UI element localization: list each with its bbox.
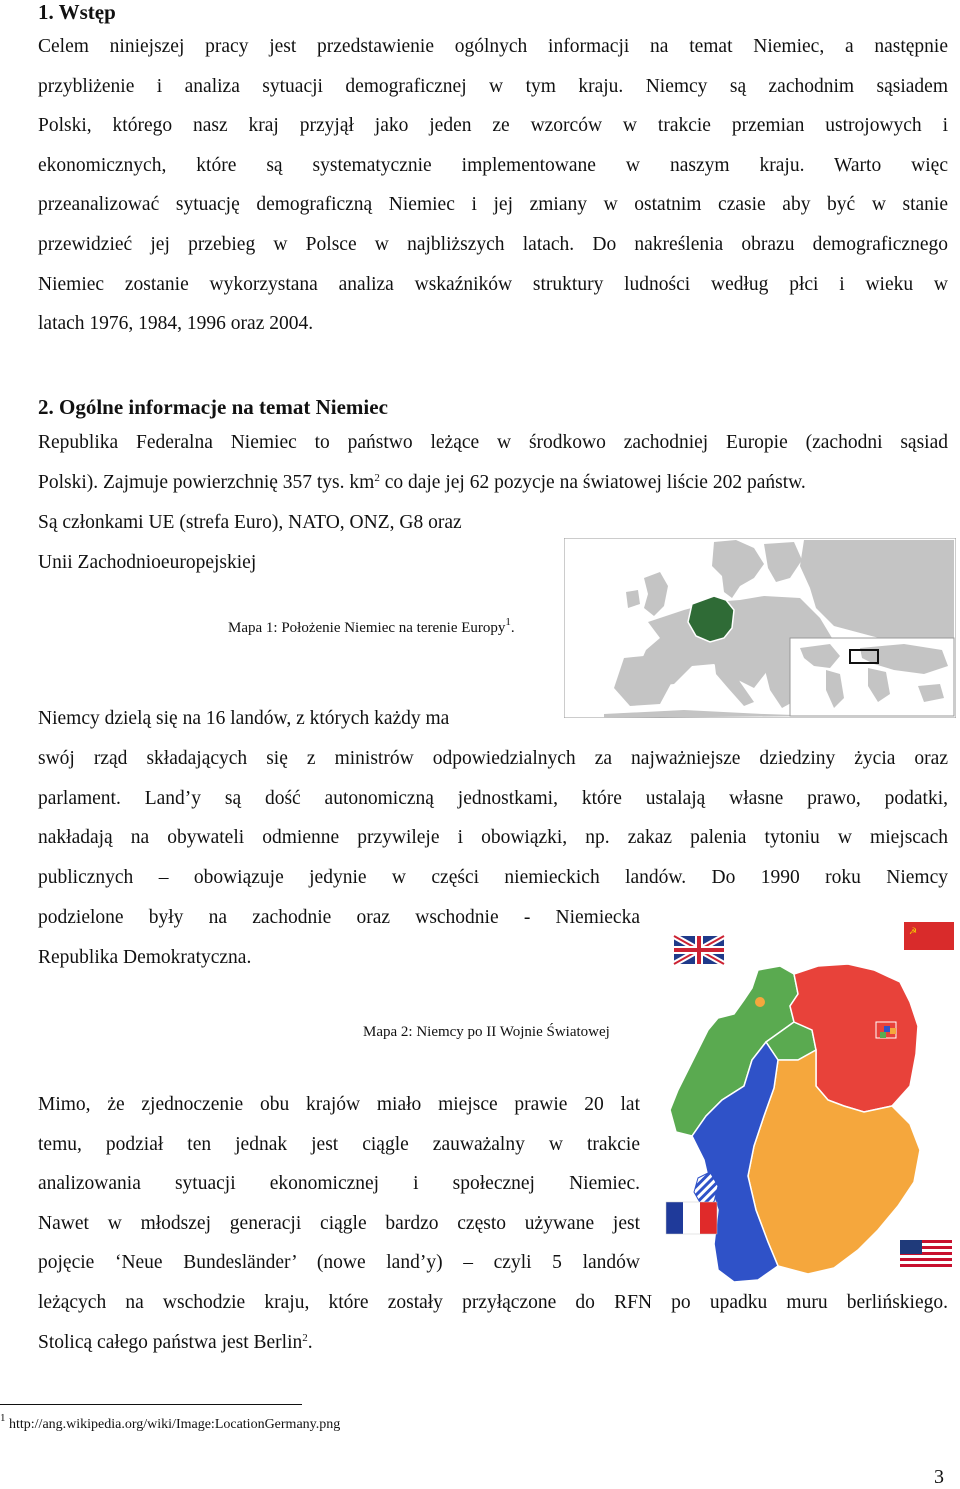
map1-caption: [228, 616, 515, 637]
text-line: przybliżenie i analiza sytuacji demograficznej w tym kraju. Niemcy są zachodnim sąsiadem: [38, 75, 948, 97]
landy-paragraph: [38, 739, 948, 897]
text-line: Unii Zachodnioeuropejskiej: [38, 551, 257, 573]
reunification-paragraph: [38, 1085, 640, 1283]
text-line: leżących na wschodzie kraju, które zostały przyłączone do RFN po upadku muru berlińskiego.: [38, 1292, 948, 1313]
footnote-text: http://ang.wikipedia.org/wiki/Image:LocationGermany.png: [5, 1417, 341, 1432]
section-heading-1: 1. Wstęp: [38, 0, 116, 24]
text-line: publicznych – obowiązuje jedynie w części niemieckich landów. Do 1990 roku Niemcy: [38, 866, 948, 888]
text-fragment: Stolicą całego państwa jest Berlin: [38, 1331, 303, 1353]
text-fragment: .: [307, 1331, 313, 1353]
europe-map-image: [564, 538, 956, 718]
text-fragment: Polski). Zajmuje powierzchnię 357 tys. km: [38, 471, 375, 493]
footnote-separator: [0, 1404, 302, 1405]
france-flag-icon: [666, 1202, 717, 1234]
text-line: podzielone były na zachodnie oraz wschodnie - Niemiecka: [38, 907, 640, 928]
text-line: Republika Federalna Niemiec to państwo leżące w środkowo zachodniej Europie (zachodni sąsiad: [38, 432, 948, 453]
landy-paragraph-start: [38, 699, 558, 739]
page-number: 3: [934, 1466, 944, 1488]
text-line: temu, podział ten jednak jest ciągle zauważalny w trakcie: [38, 1133, 640, 1155]
intro-paragraph: [38, 27, 948, 344]
footnote-ref: 1: [505, 616, 511, 628]
footnote-marker: 1: [0, 1412, 6, 1424]
text-line: ekonomicznych, które są systematycznie implementowane w naszym kraju. Warto więc: [38, 154, 948, 176]
text-line: parlament. Land’y są dość autonomiczną jednostkami, które ustalają własne prawo, podatki,: [38, 787, 948, 809]
text-line: Republika Demokratyczna.: [38, 946, 252, 968]
footnote: [0, 1412, 341, 1433]
section-heading-2: 2. Ogólne informacje na temat Niemiec: [38, 395, 388, 419]
map-occupation-zones: [648, 910, 958, 1310]
general-info-paragraph: [38, 423, 948, 502]
text-line: Nawet w młodszej generacji ciągle bardzo często używane jest: [38, 1212, 640, 1234]
uk-flag-icon: [674, 936, 724, 964]
text-line: Mimo, że zjednoczenie obu krajów miało miejsce prawie 20 lat: [38, 1094, 640, 1115]
caption-text: Mapa 1: Położenie Niemiec na terenie Europy: [228, 620, 506, 636]
occupation-zones-image: [648, 910, 958, 1310]
text-line: [38, 463, 948, 503]
superscript: 2: [374, 471, 380, 484]
reunification-paragraph-end: [38, 1283, 948, 1362]
membership-text: [38, 503, 558, 582]
text-line: Niemcy dzielą się na 16 landów, z których każdy ma: [38, 708, 450, 729]
text-line: Są członkami UE (strefa Euro), NATO, ONZ, G8 oraz: [38, 512, 462, 533]
text-line: pojęcie ‘Neue Bundesländer’ (nowe land’y) – czyli 5 landów: [38, 1252, 640, 1274]
landy-paragraph-end: [38, 898, 640, 977]
text-line: przewidzieć jej przebieg w Polsce w najbliższych latach. Do nakreślenia obrazu demograficznego: [38, 233, 948, 255]
svg-text:☭: ☭: [909, 927, 918, 937]
ussr-flag-icon: [904, 922, 954, 950]
text-line: swój rząd składających się z ministrów odpowiedzialnych za najważniejsze dziedziny życia oraz: [38, 748, 948, 769]
text-line: nakładają na obywateli odmienne przywileje i obowiązki, np. zakaz palenia tytoniu w miejscach: [38, 827, 948, 849]
text-line: przeanalizować sytuację demograficzną Niemiec i jej zmiany w ostatnim czasie aby być w stanie: [38, 194, 948, 216]
map2-caption: Mapa 2: Niemcy po II Wojnie Światowej: [363, 1024, 610, 1040]
usa-flag-icon: [900, 1240, 952, 1268]
text-line: latach 1976, 1984, 1996 oraz 2004.: [38, 313, 314, 335]
superscript: 2: [302, 1331, 308, 1344]
text-line: Celem niniejszej pracy jest przedstawienie ogólnych informacji na temat Niemiec, a następnie: [38, 36, 948, 57]
text-line: Polski, którego nasz kraj przyjął jako jeden ze wzorców w trakcie przemian ustrojowych i: [38, 115, 948, 137]
map-germany-in-europe: [564, 538, 956, 718]
text-fragment: co daje jej 62 pozycje na światowej liście 202 państw.: [379, 471, 806, 493]
caption-text: .: [510, 620, 515, 636]
text-line: Niemiec zostanie wykorzystana analiza wskaźników struktury ludności według płci i wieku w: [38, 273, 948, 295]
text-line: [38, 1323, 948, 1363]
text-line: analizowania sytuacji ekonomicznej i społecznej Niemiec.: [38, 1173, 640, 1195]
